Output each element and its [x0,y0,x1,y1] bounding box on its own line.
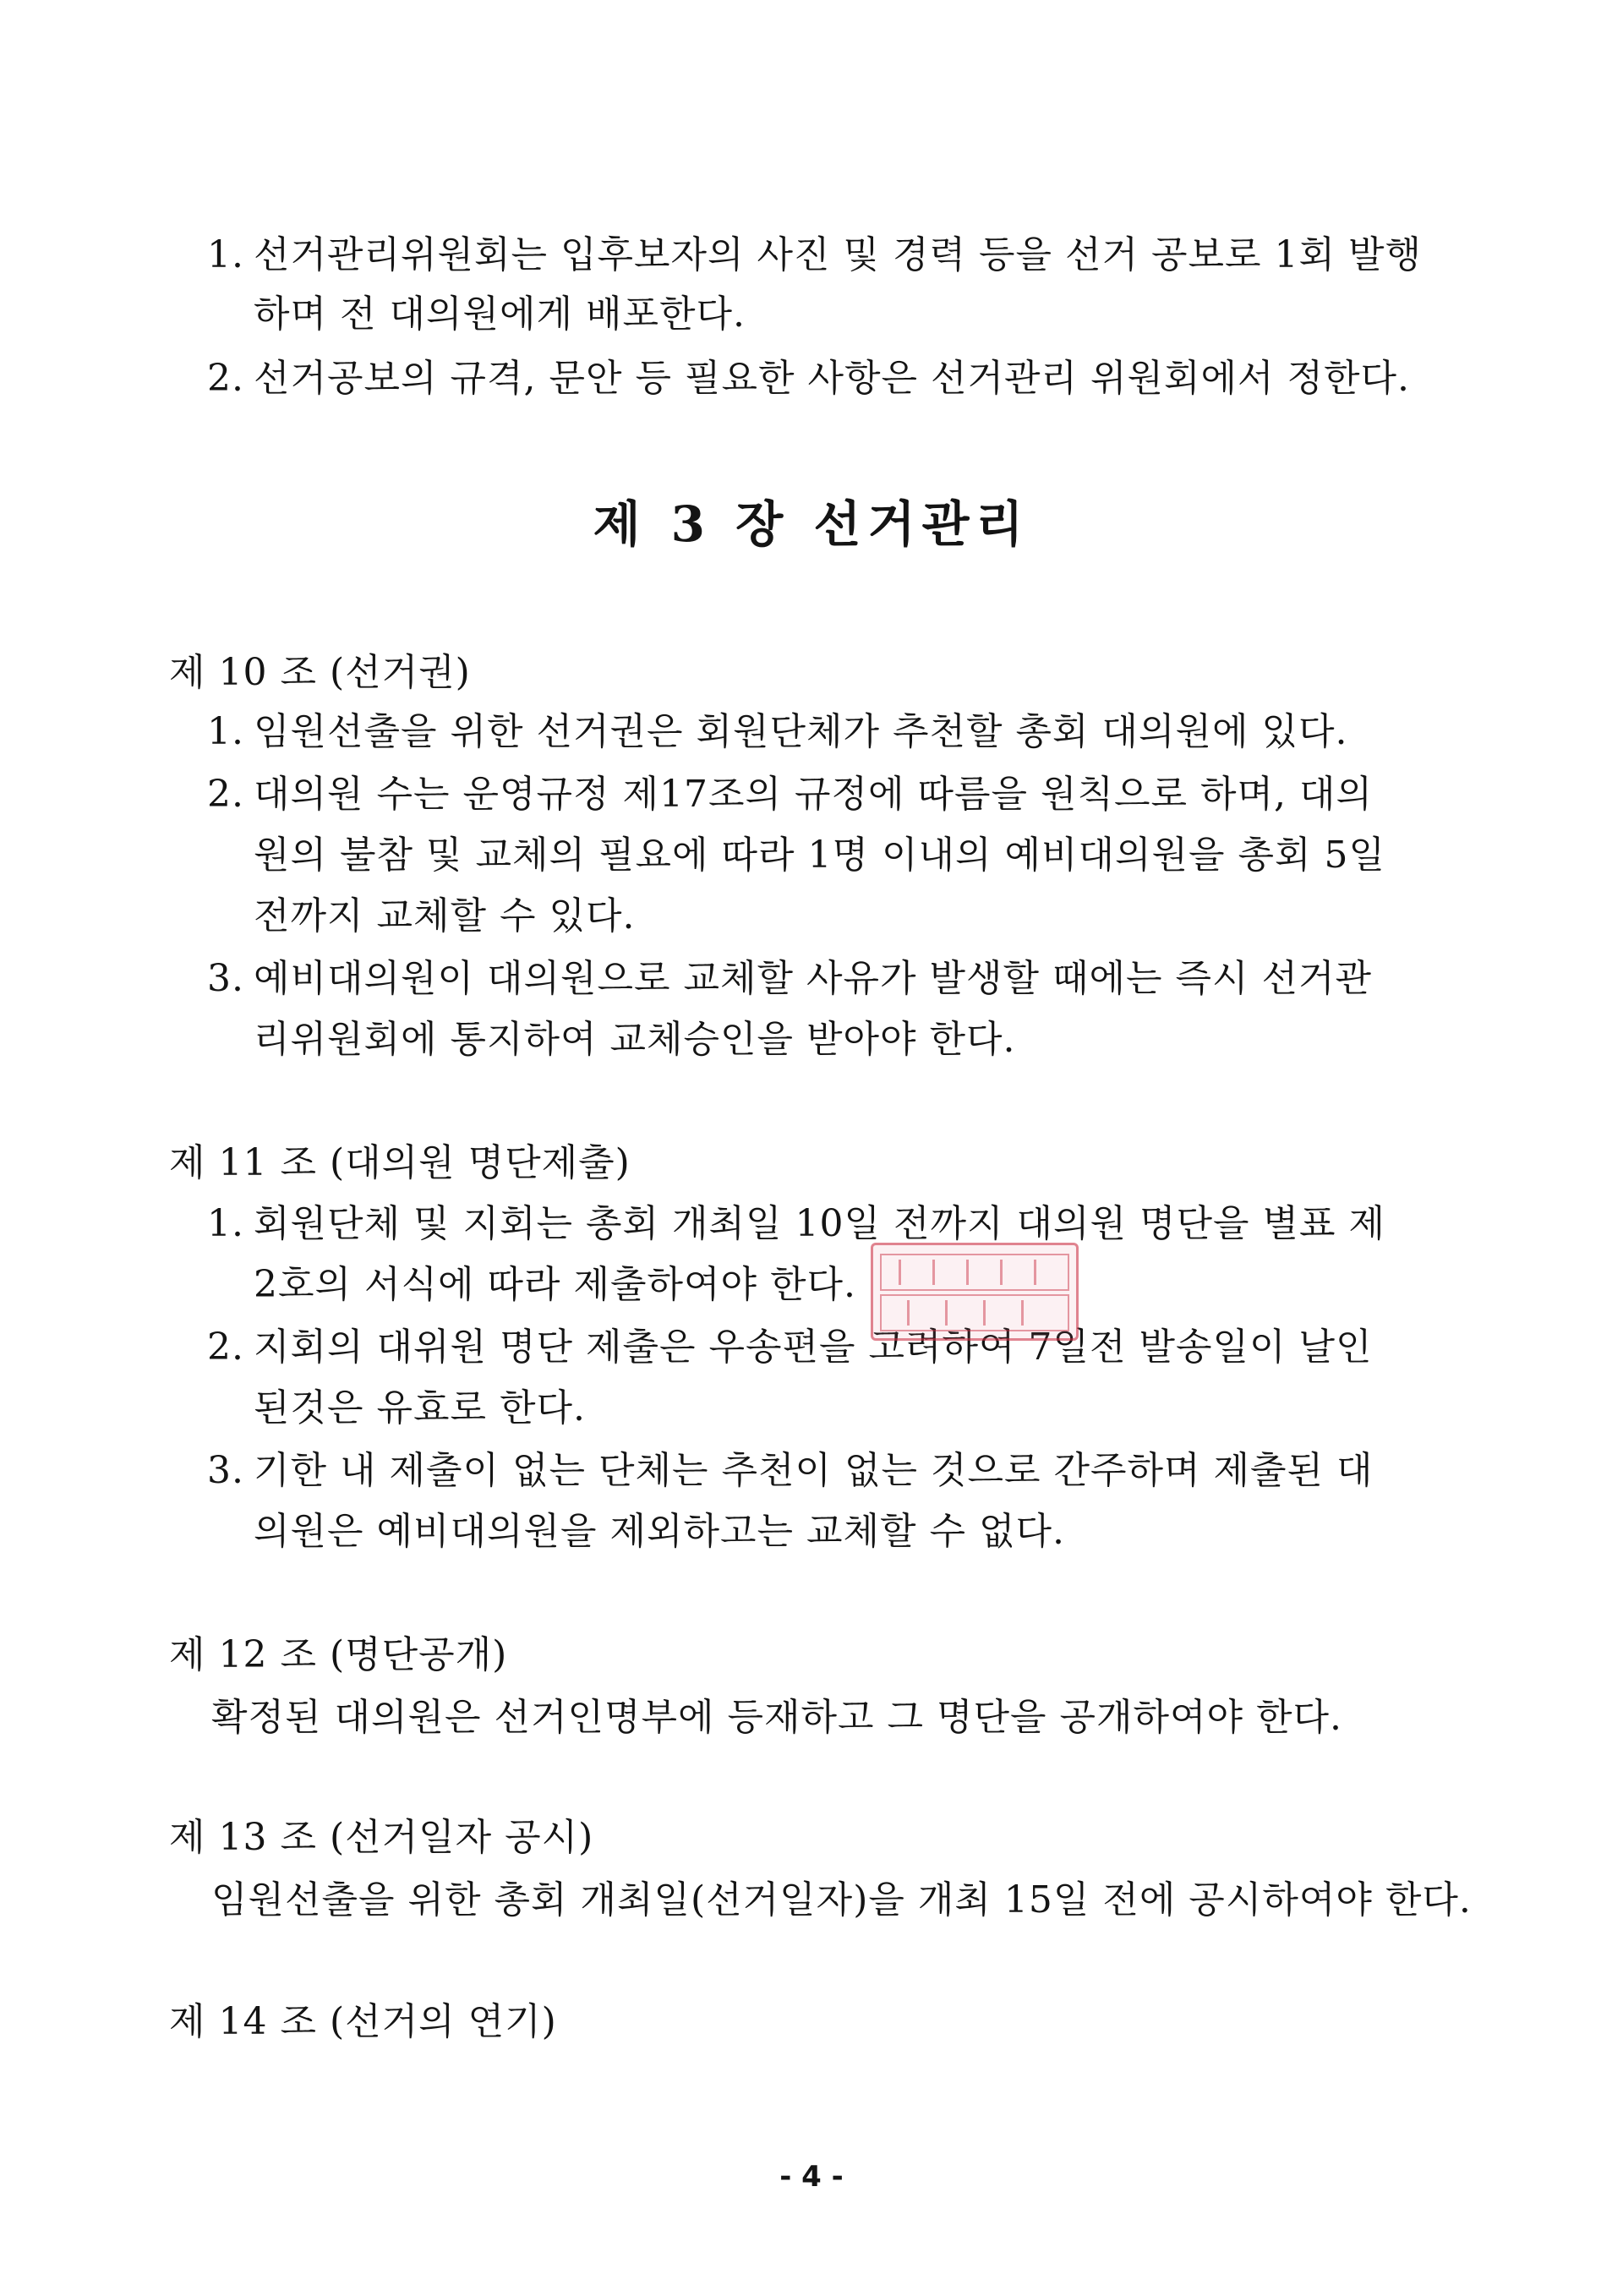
official-seal-stamp [871,1243,1079,1341]
article-heading: 제 13 조 (선거일자 공시) [169,1816,594,1859]
article-body: 임원선출을 위한 총회 개최일(선거일자)을 개최 15일 전에 공시하여야 한다. [211,1878,1472,1922]
list-item-text: 기한 내 제출이 없는 단체는 추천이 없는 것으로 간주하며 제출된 대 [254,1449,1374,1492]
article-heading: 제 10 조 (선거권) [169,651,471,694]
list-item-text: 전까지 교체할 수 있다. [254,894,636,938]
list-item-text: 원의 불참 및 교체의 필요에 따라 1명 이내의 예비대의원을 총회 5일 [254,834,1385,877]
list-item-marker: 1. [207,1202,244,1245]
list-item-text: 선거공보의 규격, 문안 등 필요한 사항은 선거관리 위원회에서 정한다. [254,357,1410,400]
list-item-text: 리위원회에 통지하여 교체승인을 받아야 한다. [254,1018,1016,1061]
list-item-text: 대의원 수는 운영규정 제17조의 규정에 따름을 원칙으로 하며, 대의 [254,773,1373,816]
list-item-text: 회원단체 및 지회는 총회 개최일 10일 전까지 대의원 명단을 별표 제 [254,1202,1385,1245]
list-item-text: 하며 전 대의원에게 배포한다. [254,292,746,336]
list-item-text: 지회의 대위원 명단 제출은 우송편을 고려하여 7일전 발송일이 날인 [254,1326,1373,1369]
article-heading: 제 14 조 (선거의 연기) [169,2000,557,2043]
list-item-marker: 3. [207,1449,244,1492]
list-item-marker: 1. [207,710,244,753]
page-number: - 4 - [779,2160,844,2194]
list-item-text: 임원선출을 위한 선거권은 회원단체가 추천할 총회 대의원에 있다. [254,710,1348,753]
list-item-marker: 1. [207,233,244,276]
list-item-text: 된것은 유효로 한다. [254,1386,586,1430]
list-item-text: 의원은 예비대의원을 제외하고는 교체할 수 없다. [254,1510,1065,1553]
article-heading: 제 12 조 (명단공개) [169,1633,508,1676]
list-item-marker: 2. [207,773,244,816]
article-heading: 제 11 조 (대의원 명단제출) [169,1141,631,1184]
chapter-title: 제 3 장 선거관리 [593,495,1030,553]
list-item-text: 선거관리위원회는 입후보자의 사진 및 경력 등을 선거 공보로 1회 발행 [254,233,1422,276]
list-item-marker: 2. [207,1326,244,1369]
list-item-marker: 3. [207,957,244,1000]
seal-band-top [880,1254,1069,1291]
list-item-text: 예비대의원이 대의원으로 교체할 사유가 발생할 때에는 즉시 선거관 [254,957,1373,1000]
list-item-text: 2호의 서식에 따라 제출하여야 한다. [254,1263,856,1306]
list-item-marker: 2. [207,357,244,400]
seal-band-bottom [880,1294,1069,1331]
article-body: 확정된 대의원은 선거인명부에 등재하고 그 명단을 공개하여야 한다. [211,1696,1342,1739]
